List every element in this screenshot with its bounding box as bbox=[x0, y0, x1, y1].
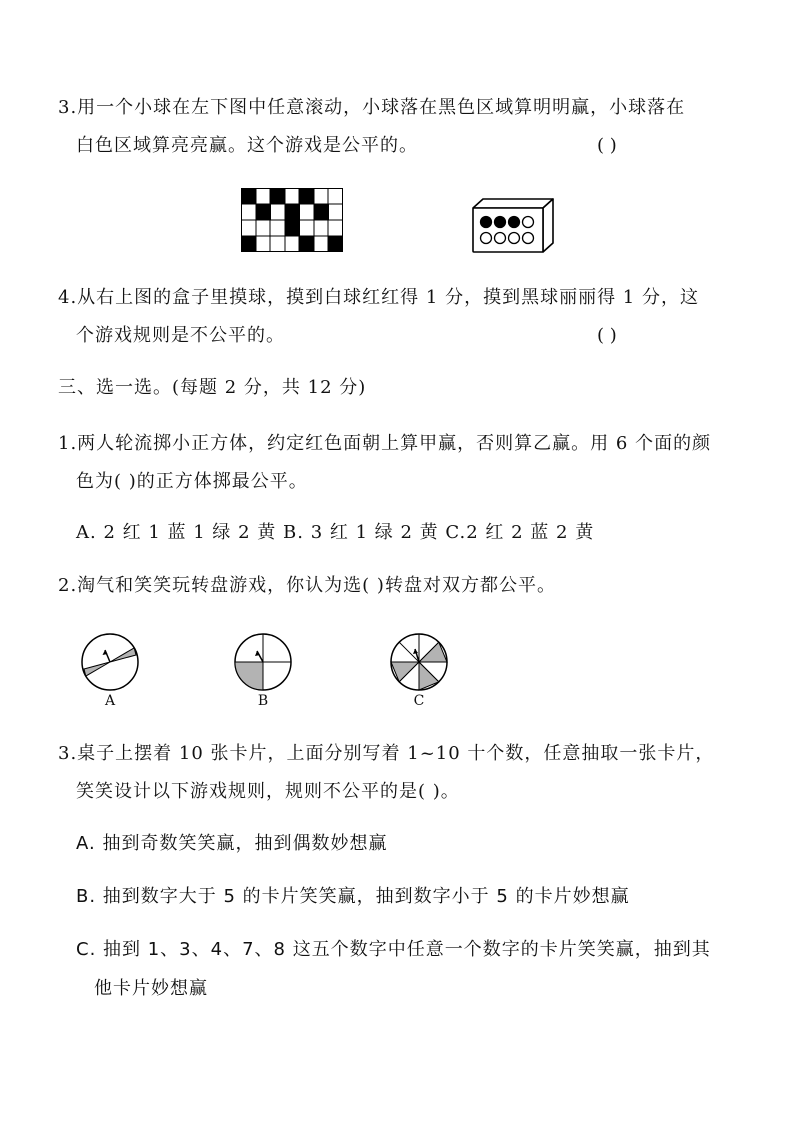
white-ball bbox=[481, 233, 492, 244]
grid-black-cell bbox=[299, 188, 314, 204]
q4-judge-text-line1: 4.从右上图的盒子里摸球，摸到白球红红得 1 分，摸到黑球丽丽得 1 分，这 bbox=[58, 287, 699, 308]
q3-judge-text-line1: 3.用一个小球在左下图中任意滚动，小球落在黑色区域算明明赢，小球落在 bbox=[58, 97, 686, 118]
grid-black-cell bbox=[256, 204, 271, 220]
black-ball bbox=[481, 217, 492, 228]
q1-choice-text-line2: 色为( )的正方体掷最公平。 bbox=[76, 471, 308, 492]
ball-box-figure bbox=[470, 196, 556, 256]
q1-choice-options[interactable]: A. 2 红 1 蓝 1 绿 2 黄 B. 3 红 1 绿 2 黄 C.2 红 2 蓝 2 黄 bbox=[76, 522, 595, 543]
q3-option-c-line1[interactable]: C. 抽到 1、3、4、7、8 这五个数字中任意一个数字的卡片笑笑赢，抽到其 bbox=[76, 939, 711, 960]
spinner-a-label: A bbox=[104, 693, 116, 709]
grid-black-cell bbox=[241, 188, 256, 204]
q1-choice-text-line1: 1.两人轮流掷小正方体，约定红色面朝上算甲赢，否则算乙赢。用 6 个面的颜 bbox=[58, 433, 712, 454]
spinner-a[interactable] bbox=[78, 630, 142, 694]
white-ball bbox=[495, 233, 506, 244]
q3-option-c-line2[interactable]: 他卡片妙想赢 bbox=[94, 978, 208, 999]
spinner-b[interactable] bbox=[231, 630, 295, 694]
white-ball bbox=[523, 233, 534, 244]
q3-option-a[interactable]: A. 抽到奇数笑笑赢，抽到偶数妙想赢 bbox=[76, 833, 388, 854]
spinner-b-shaded-quarter bbox=[235, 662, 263, 690]
white-ball bbox=[523, 217, 534, 228]
spinner-b-label: B bbox=[257, 693, 269, 709]
grid-black-cell bbox=[299, 236, 314, 252]
black-ball bbox=[495, 217, 506, 228]
q2-choice-text: 2.淘气和笑笑玩转盘游戏，你认为选( )转盘对双方都公平。 bbox=[58, 575, 556, 596]
q3-choice-text-line1: 3.桌子上摆着 10 张卡片，上面分别写着 1~10 十个数，任意抽取一张卡片， bbox=[58, 743, 715, 764]
black-ball bbox=[509, 217, 520, 228]
q3-option-b[interactable]: B. 抽到数字大于 5 的卡片笑笑赢，抽到数字小于 5 的卡片妙想赢 bbox=[76, 886, 630, 907]
grid-black-cell bbox=[285, 220, 300, 236]
q4-judge-text-line2: 个游戏规则是不公平的。 bbox=[76, 325, 285, 346]
box-side-face bbox=[543, 199, 553, 252]
grid-black-cell bbox=[328, 236, 343, 252]
section-3-heading: 三、选一选。(每题 2 分，共 12 分) bbox=[58, 377, 367, 398]
q3-judge-answer-parens[interactable]: ( ) bbox=[597, 135, 617, 156]
white-ball bbox=[509, 233, 520, 244]
spinner-c-label: C bbox=[413, 693, 425, 709]
grid-black-cell bbox=[241, 236, 256, 252]
grid-black-cell bbox=[314, 204, 329, 220]
q3-judge-text-line2: 白色区域算亮亮赢。这个游戏是公平的。 bbox=[76, 135, 418, 156]
grid-black-cell bbox=[285, 204, 300, 220]
spinner-c[interactable] bbox=[387, 630, 451, 694]
box-top-face bbox=[473, 199, 553, 208]
q4-judge-answer-parens[interactable]: ( ) bbox=[597, 325, 617, 346]
black-white-grid-figure bbox=[241, 188, 345, 254]
grid-black-cell bbox=[270, 188, 285, 204]
box-front-face bbox=[473, 208, 543, 252]
q3-choice-text-line2: 笑笑设计以下游戏规则，规则不公平的是( )。 bbox=[76, 781, 460, 802]
